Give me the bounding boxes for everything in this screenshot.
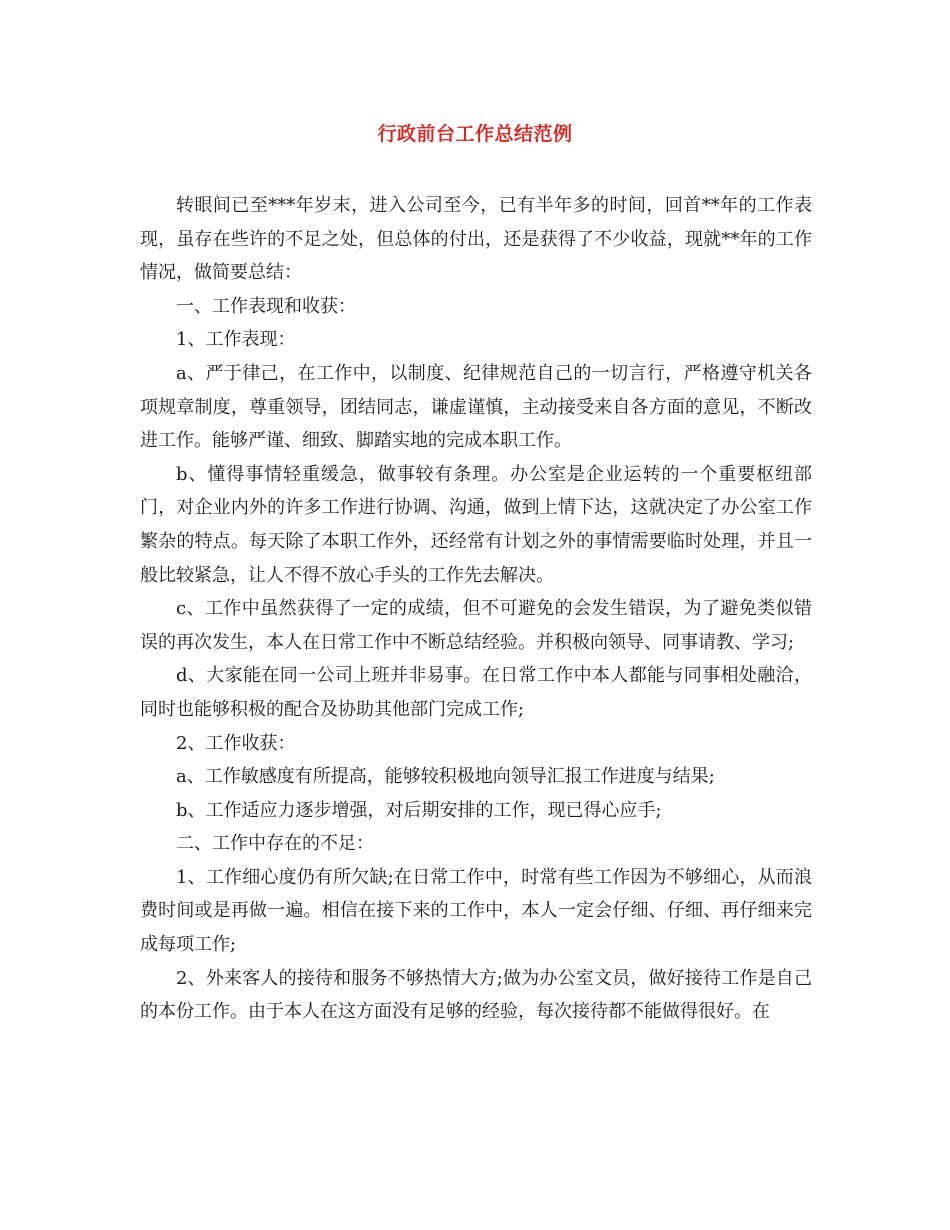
subsection-heading: 2、工作收获：	[176, 732, 296, 754]
paragraph: a、工作敏感度有所提高，能够较积极地向领导汇报工作进度与结果;	[176, 766, 715, 788]
subsection-heading: 1、工作表现：	[176, 329, 296, 351]
document-title: 行政前台工作总结范例	[377, 123, 573, 145]
paragraph: b、工作适应力逐步增强，对后期安排的工作，现已得心应手;	[176, 799, 662, 821]
paragraph: a、严于律己，在工作中，以制度、纪律规范自己的一切言行，严格遵守机关各项规章制度，尊重领导，团结同志，谦虚谨慎，主动接受来自各方面的意见，不断改进工作。能够严谨、细致、脚踏实地的完成本职工作。	[140, 362, 812, 452]
paragraph: 1、工作细心度仍有所欠缺;在日常工作中，时常有些工作因为不够细心，从而浪费时间或是再做一遍。相信在接下来的工作中，本人一定会仔细、仔细、再仔细来完成每项工作;	[140, 866, 812, 956]
document-body	[140, 189, 812, 1029]
section-heading: 二、工作中存在的不足：	[176, 833, 374, 855]
paragraph: b、懂得事情轻重缓急，做事较有条理。办公室是企业运转的一个重要枢纽部门，对企业内外的许多工作进行协调、沟通，做到上情下达，这就决定了办公室工作繁杂的特点。每天除了本职工作外，还经常有计划之外的事情需要临时处理，并且一般比较紧急，让人不得不放心手头的工作先去解决。	[140, 463, 812, 586]
paragraph: c、工作中虽然获得了一定的成绩，但不可避免的会发生错误，为了避免类似错误的再次发生，本人在日常工作中不断总结经验。并积极向领导、同事请教、学习;	[140, 598, 812, 653]
section-heading: 一、工作表现和收获：	[176, 295, 356, 317]
paragraph: 2、外来客人的接待和服务不够热情大方;做为办公室文员，做好接待工作是自己的本份工作。由于本人在这方面没有足够的经验，每次接待都不能做得很好。在	[140, 967, 812, 1023]
paragraph: d、大家能在同一公司上班并非易事。在日常工作中本人都能与同事相处融洽，同时也能够积极的配合及协助其他部门完成工作;	[140, 665, 812, 720]
paragraph: 转眼间已至***年岁末，进入公司至今，已有半年多的时间，回首**年的工作表现，虽存在些许的不足之处，但总体的付出，还是获得了不少收益，现就**年的工作情况，做简要总结：	[140, 195, 812, 284]
